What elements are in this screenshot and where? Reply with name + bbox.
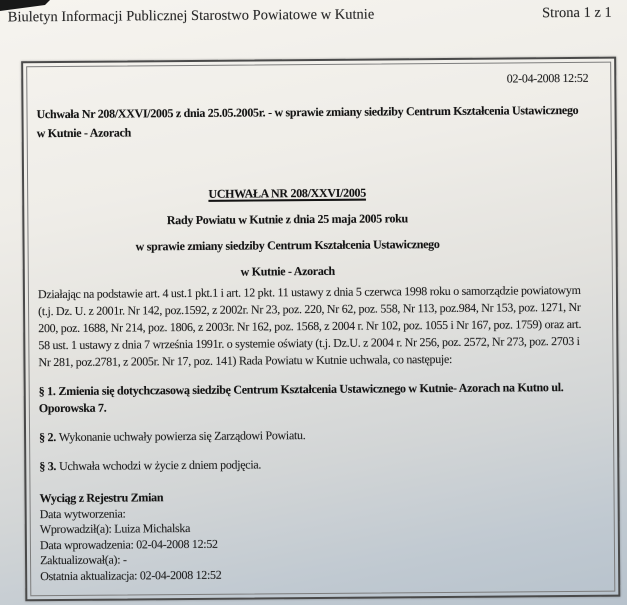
registry-line-last-update: Ostatnia aktualizacja: 02-04-2008 12:52 [40, 567, 222, 583]
section-marker: § 3. [39, 459, 57, 474]
registry-line-entry-date: Data wprowadzenia: 02-04-2008 12:52 [39, 536, 218, 552]
resolution-subtitle-subject: w sprawie zmiany siedziby Centrum Kształcenia Ustawicznego [135, 237, 440, 254]
section-paragraph-1 [39, 379, 591, 417]
resolution-headings [37, 178, 590, 286]
section-text: Zmienia się dotychczasową siedzibę Centrum Kształcenia Ustawicznego w Kutnie- Azorach na Kutno ul. Oporowska 7. [38, 380, 564, 416]
change-registry [40, 487, 593, 584]
section-paragraph-2 [39, 425, 591, 446]
registry-line-created: Data wytworzenia: [39, 505, 126, 521]
section-paragraph-3 [39, 454, 591, 475]
section-text: Uchwała wchodzi w życie z dniem podjęcia. [59, 457, 262, 474]
registry-line-updated-by: Zaktualizował(a): - [39, 552, 127, 568]
section-marker: § 2. [39, 430, 56, 445]
document-body [26, 62, 615, 597]
print-page-header [8, 5, 612, 27]
resolution-title: UCHWAŁA NR 208/XXVI/2005 [208, 185, 366, 201]
resolution-subtitle-issuer: Rady Powiatu w Kutnie z dnia 25 maja 2005 roku [166, 211, 408, 228]
registry-line-entered-by: Wprowadził(a): Luiza Michalska [39, 520, 191, 537]
print-timestamp: 02-04-2008 12:52 [506, 70, 589, 86]
legal-basis-paragraph: Działając na podstawie art. 4 ust.1 pkt.1 i art. 12 pkt. 11 ustawy z dnia 5 czerwca 1998 roku o samorządzie powiatowym (t.j. Dz. U. z 2001r. Nr 142, poz.1592, z 2002r. Nr 23, poz. 220, Nr 62, poz. 558, Nr 113, poz.984, Nr 153, poz. 1271, Nr 200, poz. 1688, Nr 214, poz. 1806, z 2003r. Nr 162, poz. 1568, z 2004 r. Nr 102, poz. 1055 i Nr 167, poz. 1759) oraz art. 58 ust. 1 ustawy z dnia 7 września 1991r. o systemie oświaty (t.j. Dz.U. z 2004 r. Nr 256, poz. 2572, Nr 273, poz. 2703 i Nr 281, poz.2781, z 2005r. Nr 17, poz. 141) Rada Powiatu w Kutnie uchwala, co następuje: [37, 282, 582, 370]
registry-heading: Wyciąg z Rejestru Zmian [39, 490, 164, 506]
resolution-subtitle-location: w Kutnie - Azorach [240, 263, 335, 279]
document-frame [21, 57, 620, 602]
section-marker: § 1. [38, 384, 56, 399]
section-text: Wykonanie uchwały powierza się Zarządowi Powiatu. [58, 428, 306, 445]
page-indicator: Strona 1 z 1 [542, 4, 612, 22]
site-title: Biuletyn Informacji Publicznej Starostwo Powiatowe w Kutnie [7, 6, 375, 26]
document-subject: Uchwała Nr 208/XXVI/2005 z dnia 25.05.2005r. - w sprawie zmiany siedziby Centrum Kształcenia Ustawicznego w Kutnie - Azorach [36, 102, 579, 141]
